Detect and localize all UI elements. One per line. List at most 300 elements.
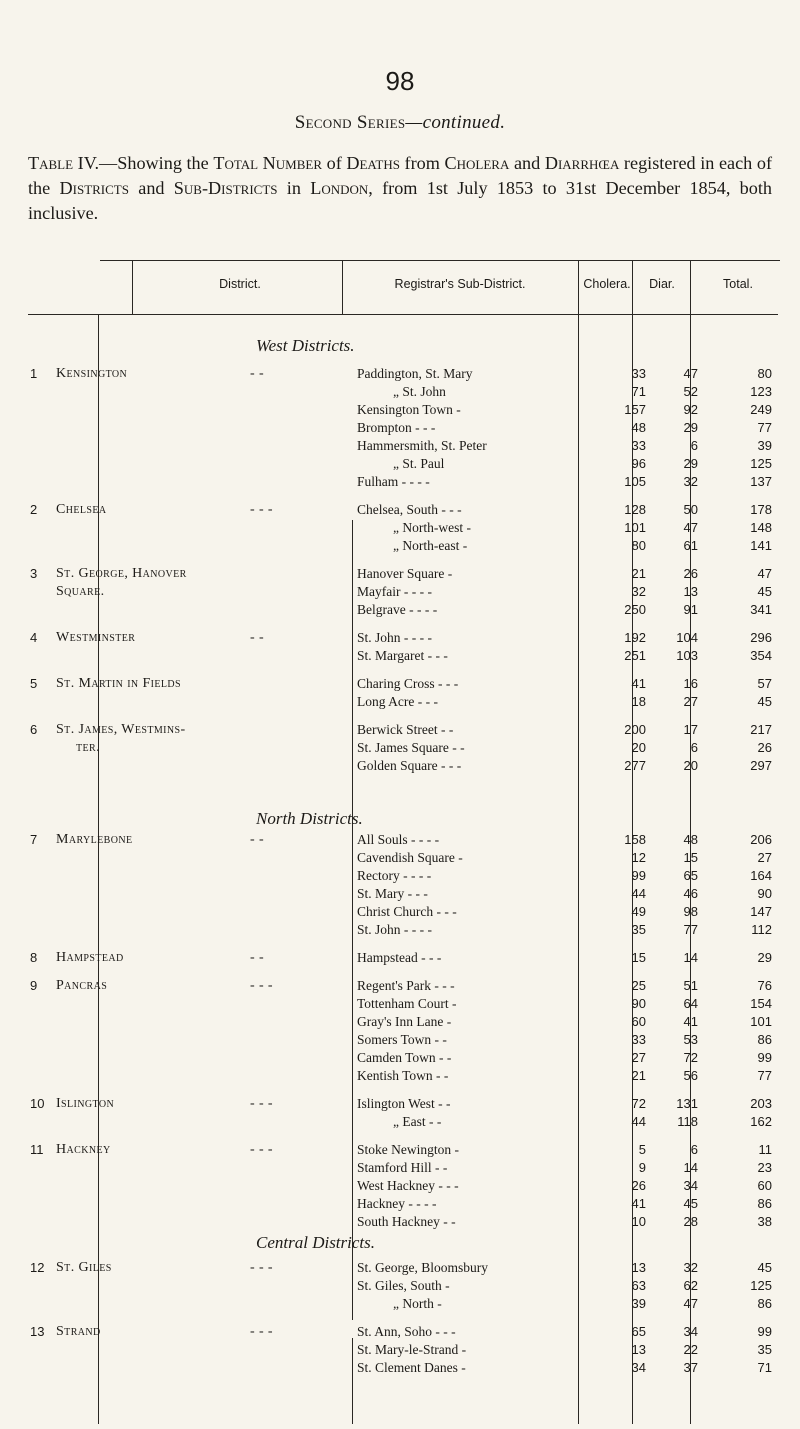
sub-district-name: Berwick Street - - (357, 722, 454, 737)
table-row (0, 867, 800, 885)
total-deaths: 77 (757, 420, 772, 435)
table-row (0, 831, 800, 849)
cholera-deaths: 33 (631, 438, 646, 453)
sub-district-name: Islington West - - (357, 1096, 451, 1111)
table-row (0, 1195, 800, 1213)
sub-district-name: Stamford Hill - - (357, 1160, 448, 1175)
diarrhoea-deaths: 27 (683, 694, 698, 709)
total-deaths: 86 (757, 1196, 772, 1211)
cholera-deaths: 32 (631, 584, 646, 599)
cholera-deaths: 251 (624, 648, 646, 663)
total-deaths: 112 (751, 922, 772, 937)
diarrhoea-deaths: 17 (683, 722, 698, 737)
table-row (0, 849, 800, 867)
cholera-deaths: 49 (631, 904, 646, 919)
column-rule (342, 260, 343, 314)
table-row (0, 401, 800, 419)
sub-district-name: South Hackney - - (357, 1214, 456, 1229)
cholera-deaths: 96 (631, 456, 646, 471)
district-number: 6 (30, 722, 38, 737)
table-row (0, 977, 800, 995)
table-row (0, 583, 800, 601)
sub-district-name: St. Clement Danes - (357, 1360, 466, 1375)
total-deaths: 60 (757, 1178, 772, 1193)
total-deaths: 26 (757, 740, 772, 755)
cholera-deaths: 105 (624, 474, 646, 489)
sub-district-name: Fulham - - - - (357, 474, 430, 489)
table-row (0, 1359, 800, 1377)
caption-part: of (322, 153, 347, 173)
cholera-deaths: 157 (624, 402, 646, 417)
cholera-deaths: 63 (631, 1278, 646, 1293)
sub-district-name: Kensington Town - (357, 402, 461, 417)
table-row (0, 1295, 800, 1313)
table-row (0, 739, 800, 757)
cholera-deaths: 5 (638, 1142, 646, 1157)
caption-part: registered in each of the (28, 153, 773, 198)
caption-part: Sub-Districts (173, 178, 278, 198)
diarrhoea-deaths: 13 (683, 584, 698, 599)
sub-district-name: Tottenham Court - (357, 996, 457, 1011)
total-deaths: 99 (757, 1324, 772, 1339)
table-row (0, 995, 800, 1013)
cholera-deaths: 21 (631, 1068, 646, 1083)
total-deaths: 80 (757, 366, 772, 381)
sub-district-name: St. John - - - - (357, 630, 432, 645)
total-deaths: 178 (750, 502, 772, 517)
diarrhoea-deaths: 6 (690, 1142, 698, 1157)
header-cholera: Cholera. (583, 277, 631, 291)
diarrhoea-deaths: 29 (683, 420, 698, 435)
diarrhoea-deaths: 118 (677, 1114, 698, 1129)
sub-district-name: All Souls - - - - (357, 832, 440, 847)
district-name: Westminster (56, 630, 136, 645)
diarrhoea-deaths: 56 (683, 1068, 698, 1083)
cholera-deaths: 250 (624, 602, 646, 617)
district-number: 7 (30, 832, 38, 847)
page-number: 98 (385, 66, 415, 96)
caption-part: Diarrhœa (544, 153, 620, 173)
cholera-deaths: 99 (631, 868, 646, 883)
region-heading: Central Districts. (256, 1233, 376, 1252)
table-row (0, 1341, 800, 1359)
total-deaths: 101 (750, 1014, 772, 1029)
cholera-deaths: 101 (624, 520, 646, 535)
cholera-deaths: 44 (631, 886, 646, 901)
district-number: 8 (30, 950, 38, 965)
diarrhoea-deaths: 91 (683, 602, 698, 617)
diarrhoea-deaths: 20 (683, 758, 698, 773)
diarrhoea-deaths: 104 (676, 630, 698, 645)
diarrhoea-deaths: 62 (683, 1278, 698, 1293)
diarrhoea-deaths: 47 (683, 1296, 698, 1311)
sub-district-name: West Hackney - - - (357, 1178, 459, 1193)
district-dashes: - - - (250, 1096, 273, 1111)
caption-part: Cholera (444, 153, 510, 173)
diarrhoea-deaths: 6 (690, 438, 698, 453)
diarrhoea-deaths: 50 (683, 502, 698, 517)
table-row (0, 601, 800, 619)
district-dashes: - - - (250, 1324, 273, 1339)
table-row (0, 1141, 800, 1159)
total-deaths: 125 (750, 1278, 772, 1293)
total-deaths: 141 (750, 538, 772, 553)
cholera-deaths: 33 (631, 1032, 646, 1047)
sub-district-name: Charing Cross - - - (357, 676, 459, 691)
district-name: Hackney (56, 1142, 111, 1157)
cholera-deaths: 71 (631, 384, 646, 399)
table-row (0, 693, 800, 711)
total-deaths: 38 (757, 1214, 772, 1229)
table-row (0, 903, 800, 921)
district-name-continued: ter. (76, 740, 100, 755)
cholera-deaths: 65 (631, 1324, 646, 1339)
cholera-deaths: 21 (631, 566, 646, 581)
sub-district-name: St. Margaret - - - (357, 648, 448, 663)
table-row (0, 647, 800, 665)
total-deaths: 71 (757, 1360, 772, 1375)
sub-district-name: Rectory - - - - (357, 868, 432, 883)
district-dashes: - - - (250, 978, 273, 993)
diarrhoea-deaths: 14 (683, 1160, 698, 1175)
caption-part: and (128, 178, 174, 198)
table-row (0, 885, 800, 903)
district-dashes: - - - (250, 502, 273, 517)
diarrhoea-deaths: 34 (683, 1324, 698, 1339)
sub-district-name: St. Mary-le-Strand - (357, 1342, 467, 1357)
cholera-deaths: 33 (631, 366, 646, 381)
total-deaths: 206 (750, 832, 772, 847)
district-name: Strand (56, 1324, 101, 1339)
sub-district-name: Camden Town - - (357, 1050, 452, 1065)
diarrhoea-deaths: 14 (683, 950, 698, 965)
district-dashes: - - (250, 832, 265, 847)
diarrhoea-deaths: 37 (683, 1360, 698, 1375)
sub-district-name: Paddington, St. Mary (357, 366, 473, 381)
series-heading (0, 112, 800, 134)
cholera-deaths: 200 (624, 722, 646, 737)
table-row (0, 1049, 800, 1067)
cholera-deaths: 158 (624, 832, 646, 847)
total-deaths: 90 (757, 886, 772, 901)
table-row (0, 921, 800, 939)
cholera-deaths: 39 (631, 1296, 646, 1311)
table-row (0, 1277, 800, 1295)
total-deaths: 203 (750, 1096, 772, 1111)
cholera-deaths: 192 (624, 630, 646, 645)
district-number: 1 (30, 366, 38, 381)
sub-district-name: Hanover Square - (357, 566, 453, 581)
cholera-deaths: 128 (624, 502, 646, 517)
caption-part: in (277, 178, 311, 198)
district-number: 9 (30, 978, 38, 993)
header-sub-district: Registrar's Sub-District. (394, 277, 526, 291)
district-dashes: - - (250, 366, 265, 381)
cholera-deaths: 9 (638, 1160, 646, 1175)
diarrhoea-deaths: 131 (676, 1096, 698, 1111)
diarrhoea-deaths: 53 (683, 1032, 698, 1047)
total-deaths: 249 (750, 402, 772, 417)
caption-part: London (310, 178, 369, 198)
diarrhoea-deaths: 28 (683, 1214, 698, 1229)
sub-district-name: Cavendish Square - (357, 850, 463, 865)
sub-district-name: St. James Square - - (357, 740, 465, 755)
total-deaths: 148 (750, 520, 772, 535)
table-row (0, 1113, 800, 1131)
table-row (0, 519, 800, 537)
cholera-deaths: 10 (631, 1214, 646, 1229)
district-number: 5 (30, 676, 38, 691)
cholera-deaths: 90 (631, 996, 646, 1011)
diarrhoea-deaths: 46 (683, 886, 698, 901)
region-heading: North Districts. (256, 809, 363, 828)
district-dashes: - - - (250, 1142, 273, 1157)
table-row (0, 1013, 800, 1031)
total-deaths: 39 (757, 438, 772, 453)
total-deaths: 35 (757, 1342, 772, 1357)
diarrhoea-deaths: 72 (683, 1050, 698, 1065)
diarrhoea-deaths: 45 (683, 1196, 698, 1211)
total-deaths: 154 (750, 996, 772, 1011)
diarrhoea-deaths: 65 (683, 868, 698, 883)
region-heading: West Districts. (256, 336, 355, 355)
series-label: Second Series (294, 112, 406, 133)
cholera-deaths: 41 (631, 676, 646, 691)
district-name: Square. (56, 584, 105, 599)
total-deaths: 45 (757, 584, 772, 599)
sub-district-name: Kentish Town - - (357, 1068, 449, 1083)
sub-district-name: Somers Town - - (357, 1032, 447, 1047)
district-number: 13 (30, 1324, 45, 1339)
diarrhoea-deaths: 52 (683, 384, 698, 399)
sub-district-name: Hackney - - - - (357, 1196, 437, 1211)
sub-district-name: Brompton - - - (357, 420, 436, 435)
total-deaths: 11 (758, 1142, 772, 1157)
diarrhoea-deaths: 16 (683, 676, 698, 691)
district-name: St. George, Hanover (56, 566, 187, 581)
diarrhoea-deaths: 15 (683, 850, 698, 865)
sub-district-name: Gray's Inn Lane - (357, 1014, 452, 1029)
table-header-rule (28, 314, 778, 315)
table-row (0, 757, 800, 775)
district-name: Kensington (56, 366, 128, 381)
district-number: 10 (30, 1096, 45, 1111)
total-deaths: 27 (757, 850, 772, 865)
total-deaths: 296 (750, 630, 772, 645)
cholera-deaths: 15 (631, 950, 646, 965)
total-deaths: 45 (757, 1260, 772, 1275)
total-deaths: 86 (757, 1032, 772, 1047)
table-row (0, 675, 800, 693)
total-deaths: 341 (750, 602, 772, 617)
cholera-deaths: 277 (624, 758, 646, 773)
total-deaths: 23 (757, 1160, 772, 1175)
diarrhoea-deaths: 32 (683, 1260, 698, 1275)
caption-part: from (399, 153, 445, 173)
sub-district-name: „ North-west - (393, 520, 471, 535)
diarrhoea-deaths: 103 (676, 648, 698, 663)
series-continued: —continued. (405, 112, 506, 133)
table-row (0, 1213, 800, 1231)
cholera-deaths: 26 (631, 1178, 646, 1193)
sub-district-name: Hampstead - - - (357, 950, 442, 965)
sub-district-name: St. Mary - - - (357, 886, 428, 901)
district-name: Marylebone (56, 832, 133, 847)
total-deaths: 217 (750, 722, 772, 737)
sub-district-name: Chelsea, South - - - (357, 502, 462, 517)
district-dashes: - - (250, 950, 265, 965)
diarrhoea-deaths: 77 (683, 922, 698, 937)
district-name: Hampstead (56, 950, 124, 965)
table-row (0, 1323, 800, 1341)
caption-part: Total Number (213, 153, 323, 173)
cholera-deaths: 13 (631, 1342, 646, 1357)
caption-part: Table IV. (28, 153, 100, 173)
district-dashes: - - - (250, 1260, 273, 1275)
table-row (0, 1177, 800, 1195)
diarrhoea-deaths: 22 (683, 1342, 698, 1357)
cholera-deaths: 72 (631, 1096, 646, 1111)
cholera-deaths: 13 (631, 1260, 646, 1275)
sub-district-name: „ North - (393, 1296, 442, 1311)
table-top-rule (100, 260, 780, 261)
sub-district-name: Belgrave - - - - (357, 602, 438, 617)
cholera-deaths: 44 (631, 1114, 646, 1129)
table-row (0, 1067, 800, 1085)
table-row (0, 365, 800, 383)
diarrhoea-deaths: 26 (683, 566, 698, 581)
district-name: St. Martin in Fields (56, 676, 181, 691)
total-deaths: 29 (757, 950, 772, 965)
diarrhoea-deaths: 61 (683, 538, 698, 553)
caption-part: , from 1st July 1853 to 31st December 1854, both inclusive. (28, 178, 772, 223)
sub-district-name: „ East - - (393, 1114, 442, 1129)
total-deaths: 164 (750, 868, 772, 883)
diarrhoea-deaths: 64 (683, 996, 698, 1011)
sub-district-name: Regent's Park - - - (357, 978, 455, 993)
sub-district-name: Golden Square - - - (357, 758, 462, 773)
sub-district-name: Hammersmith, St. Peter (357, 438, 487, 453)
district-number: 12 (30, 1260, 45, 1275)
diarrhoea-deaths: 92 (683, 402, 698, 417)
total-deaths: 123 (750, 384, 772, 399)
total-deaths: 354 (750, 648, 772, 663)
district-number: 2 (30, 502, 38, 517)
header-district: District. (219, 277, 261, 291)
table-row (0, 949, 800, 967)
total-deaths: 47 (757, 566, 772, 581)
total-deaths: 147 (750, 904, 772, 919)
cholera-deaths: 12 (631, 850, 646, 865)
diarrhoea-deaths: 47 (683, 366, 698, 381)
district-number: 4 (30, 630, 38, 645)
caption-part: and (509, 153, 545, 173)
table-row (0, 437, 800, 455)
sub-district-name: St. John - - - - (357, 922, 432, 937)
total-deaths: 99 (757, 1050, 772, 1065)
district-number: 11 (30, 1142, 44, 1157)
district-name: Chelsea (56, 502, 107, 517)
cholera-deaths: 41 (631, 1196, 646, 1211)
sub-district-name: St. Giles, South - (357, 1278, 450, 1293)
table-row (0, 1031, 800, 1049)
total-deaths: 162 (750, 1114, 772, 1129)
cholera-deaths: 20 (631, 740, 646, 755)
district-dashes: - - (250, 630, 265, 645)
cholera-deaths: 18 (631, 694, 646, 709)
table-row (0, 473, 800, 491)
sub-district-name: Christ Church - - - (357, 904, 457, 919)
diarrhoea-deaths: 41 (683, 1014, 698, 1029)
total-deaths: 86 (757, 1296, 772, 1311)
cholera-deaths: 34 (631, 1360, 646, 1375)
total-deaths: 45 (757, 694, 772, 709)
table-row (0, 455, 800, 473)
total-deaths: 57 (757, 676, 772, 691)
table-row (0, 1095, 800, 1113)
sub-district-name: Stoke Newington - (357, 1142, 459, 1157)
cholera-deaths: 60 (631, 1014, 646, 1029)
table-row (0, 537, 800, 555)
sub-district-name: „ St. Paul (393, 456, 445, 471)
caption-part: Deaths (346, 153, 400, 173)
district-name: St. James, Westmins- (56, 722, 186, 737)
sub-district-name: St. Ann, Soho - - - (357, 1324, 456, 1339)
table-caption (28, 151, 772, 226)
sub-district-name: St. George, Bloomsbury (357, 1260, 488, 1275)
district-name: Pancras (56, 978, 108, 993)
district-name: Islington (56, 1096, 115, 1111)
header-diarrhoea: Diar. (649, 277, 675, 291)
table-row (0, 629, 800, 647)
header-total: Total. (723, 277, 753, 291)
table-row (0, 721, 800, 739)
table-row (0, 1259, 800, 1277)
sub-district-name: Long Acre - - - (357, 694, 438, 709)
table-row (0, 383, 800, 401)
diarrhoea-deaths: 48 (683, 832, 698, 847)
cholera-deaths: 35 (631, 922, 646, 937)
caption-part: Districts (59, 178, 129, 198)
diarrhoea-deaths: 98 (683, 904, 698, 919)
total-deaths: 125 (750, 456, 772, 471)
table-row (0, 419, 800, 437)
diarrhoea-deaths: 51 (683, 978, 698, 993)
cholera-deaths: 27 (631, 1050, 646, 1065)
diarrhoea-deaths: 6 (690, 740, 698, 755)
diarrhoea-deaths: 34 (683, 1178, 698, 1193)
diarrhoea-deaths: 32 (683, 474, 698, 489)
column-rule (132, 260, 133, 314)
table-row (0, 501, 800, 519)
sub-district-name: Mayfair - - - - (357, 584, 432, 599)
district-name: St. Giles (56, 1260, 112, 1275)
diarrhoea-deaths: 29 (683, 456, 698, 471)
district-number: 3 (30, 566, 38, 581)
sub-district-name: „ North-east - (393, 538, 468, 553)
caption-part: —Showing the (99, 153, 214, 173)
table-row (0, 565, 800, 583)
total-deaths: 137 (750, 474, 772, 489)
sub-district-name: „ St. John (393, 384, 446, 399)
cholera-deaths: 80 (631, 538, 646, 553)
cholera-deaths: 25 (631, 978, 646, 993)
total-deaths: 77 (757, 1068, 772, 1083)
total-deaths: 297 (750, 758, 772, 773)
total-deaths: 76 (757, 978, 772, 993)
cholera-deaths: 48 (631, 420, 646, 435)
table-row (0, 1159, 800, 1177)
